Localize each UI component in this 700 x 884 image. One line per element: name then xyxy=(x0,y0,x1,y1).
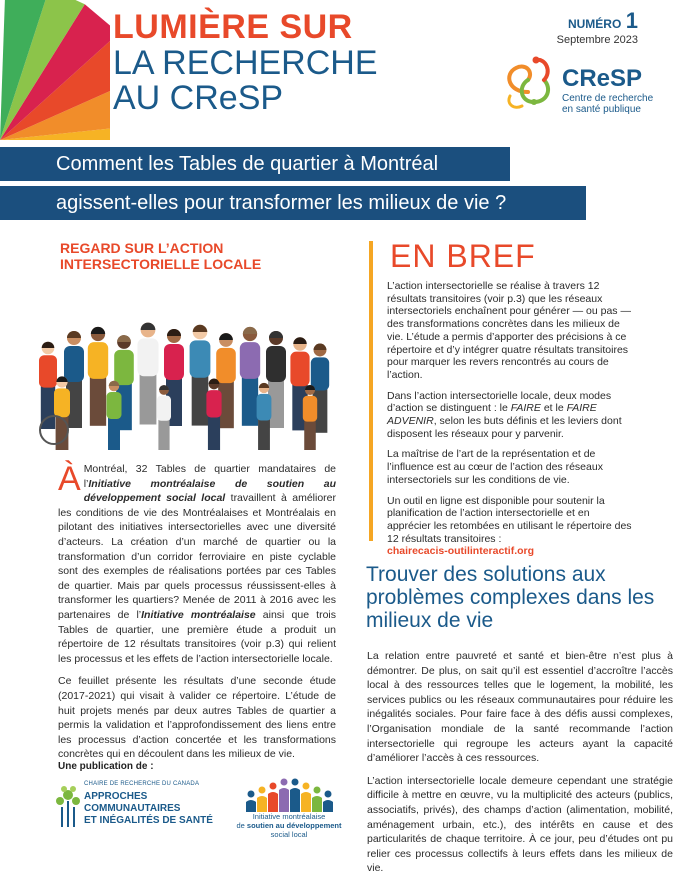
header-title-line1: LUMIÈRE SUR xyxy=(113,8,353,46)
left-p1-text-c: ainsi que trois Tables de quartier, une première étude a produit un répertoire de 12 résultats transitoires (voir p.3) qui relient les processus et les effets de l’action intersectorielle locale. xyxy=(58,608,336,665)
logo-figure-head xyxy=(303,783,310,790)
left-paragraph-1 xyxy=(58,462,336,666)
en-bref-p4-text: Un outil en ligne est disponible pour soutenir la planification de l’action intersectorielle et en apprécier les retombées en utilisant le répertoire des 12 résultats transitoires : xyxy=(387,494,632,545)
en-bref-paragraph-3: La maîtrise de l’art de la représentation et de l’influence est au cœur de l’action des réseaux intersectoriels sur les conditions de vie. xyxy=(387,448,603,486)
dropcap: À xyxy=(58,460,81,498)
person-figure xyxy=(88,327,108,426)
partner1-line2: ET INÉGALITÉS DE SANTÉ xyxy=(84,815,213,826)
logo-figure-body xyxy=(301,792,311,812)
left-section-heading xyxy=(60,240,261,272)
issue-info xyxy=(557,8,638,46)
header-rays-graphic xyxy=(0,0,110,140)
issue-label: NUMÉRO xyxy=(567,17,622,31)
en-bref-paragraph-1: L’action intersectorielle se réalise à travers 12 résultats transitoires (voir p.3) que les réseaux intersectoriels enchaînent pour générer — ou pas — des transformations concrètes dans les milieux de vie. L’étude a permis d’apporter des précisions à ce répertoire et d’y intégrer quatre résultats transitoires pour marquer les revers rencontrés au cours de l’action. xyxy=(387,280,631,381)
right-paragraph-1: La relation entre pauvreté et santé et bien-être n’est plus à démontrer. De plus, on sait qu’il est essentiel d’accroître l’accès local à des ressources telles que le logement, la mobilité, les services publics ou les réseaux communautaires pour réduire les inégalités sociales. Pour faire face à des défis aussi complexes, l’Organisation mondiale de la santé recommande l’action intersectorielle qui regroupe les acteurs ayant la capacité d’améliorer l’accès à ces ressources. xyxy=(367,650,673,765)
left-paragraph-2: Ce feuillet présente les résultats d’une seconde étude (2017-2021) qui visait à valider ce répertoire. L’étude de huit projets menés par deux autres Tables de quartier a permis la validation et l’approfondissement des liens entre les processus d’action concertée et les transformations concrètes qui en découlent dans les milieux de vie. xyxy=(58,675,336,761)
main-title-band-line2: agissent-elles pour transformer les milieux de vie ? xyxy=(0,186,586,220)
cresp-subtitle-line2: en santé publique xyxy=(562,104,641,115)
left-p1-emphasis-1: Initiative montréalaise de soutien au développement social local xyxy=(83,477,336,505)
en-bref-p2-a: Dans l’action intersectorielle locale, deux modes d’action se distinguent : le xyxy=(387,389,612,415)
en-bref-body xyxy=(387,280,632,566)
partner2-line2-bold: soutien au développement xyxy=(246,821,342,830)
right-paragraph-2: L’action intersectorielle locale demeure cependant une stratégie difficile à mettre en œuvre, vu la multiplicité des acteurs (publics, associatifs, privés), des champs d’action (alimentation, mobilité, aménagement urbain, etc.), des intérêts en cause et des particularités de chaque territoire. À ce jour, peu d’études ont pu relier ces processus collectifs à leurs effets dans les milieux de vie. xyxy=(367,774,673,875)
logo-figure-head xyxy=(259,787,266,794)
en-bref-paragraph-2 xyxy=(387,390,632,441)
left-heading-line2: INTERSECTORIELLE LOCALE xyxy=(60,256,262,272)
logo-figure-head xyxy=(325,791,332,798)
logo-figure-body xyxy=(279,788,289,812)
issue-date: Septembre 2023 xyxy=(556,34,638,46)
logo-figure-body xyxy=(257,796,267,812)
cresp-subtitle xyxy=(562,93,672,115)
logo-figure-head xyxy=(270,783,277,790)
cresp-logo-icon xyxy=(498,52,562,118)
person-figure xyxy=(138,323,159,425)
right-section-heading: Trouver des solutions aux problèmes complexes dans les milieux de vie xyxy=(366,563,655,632)
outil-interactif-link[interactable]: chairecacis-outilinteractif.org xyxy=(387,545,535,558)
logo-figure-body xyxy=(268,792,278,812)
en-bref-faire: FAIRE xyxy=(510,402,541,415)
logo-figure-body xyxy=(323,800,333,812)
logo-figure-head xyxy=(281,779,288,786)
logo-figure-head xyxy=(292,779,299,786)
left-heading-line1: REGARD SUR L’ACTION xyxy=(60,240,224,256)
logo-figure-body xyxy=(246,800,256,812)
left-p1-text-b: travaillent à améliorer les conditions de vie des Montréalaises et Montréalais en pilotant des initiatives intersectorielles avec une diversité d’acteurs. La création d’un marché de quartier ou la transformation d’un corridor ferroviaire en piste cyclable sont des exemples de réalisations portées par ces Tables de quartier. Mais par quels processus réussissent-elles à transformer les quartiers? Menée de 2011 à 2016 avec les partenaires de l’ xyxy=(58,492,337,621)
issue-number: 1 xyxy=(625,8,638,33)
en-bref-p2-c: , selon les buts définis et les leviers dont disposent les réseaux pour y parvenir. xyxy=(387,415,622,440)
left-p1-emphasis-2: Initiative montréalaise xyxy=(141,608,256,621)
logo-figure-body xyxy=(290,788,300,812)
partner2-line2 xyxy=(227,821,351,830)
partner2-name xyxy=(227,812,351,839)
en-bref-p2-b: et le xyxy=(540,402,567,415)
en-bref-title: EN BREF xyxy=(390,238,536,274)
main-title-band-line1: Comment les Tables de quartier à Montréal xyxy=(0,147,510,181)
left-body-text xyxy=(58,462,336,770)
diverse-people-illustration xyxy=(28,290,334,450)
en-bref-paragraph-4 xyxy=(387,495,632,559)
cresp-subtitle-line1: Centre de recherche xyxy=(562,93,654,104)
partner2-line3: social local xyxy=(270,830,308,839)
logo-figure-head xyxy=(248,791,255,798)
chaire-logo-icon xyxy=(54,783,82,827)
logo-figure-head xyxy=(314,787,321,794)
en-bref-faire-advenir: FAIRE ADVENIR xyxy=(387,402,597,428)
partner1-small-text: CHAIRE DE RECHERCHE DU CANADA xyxy=(84,781,200,787)
logo-figure-body xyxy=(312,796,322,812)
partner1-line1: APPROCHES COMMUNAUTAIRES xyxy=(84,791,181,814)
initiative-logo-icon xyxy=(243,770,335,812)
left-p1-text-a: Montréal, 32 Tables de quartier mandataires de l’ xyxy=(83,463,336,490)
partner2-line1: Initiative montréalaise xyxy=(252,812,326,821)
right-body-text xyxy=(367,649,673,884)
publication-label: Une publication de : xyxy=(58,761,154,772)
header-title-line2: LA RECHERCHE xyxy=(113,44,378,82)
partner1-name xyxy=(84,791,234,827)
cresp-name: CReSP xyxy=(562,65,643,92)
en-bref-accent-bar xyxy=(369,241,373,541)
partner2-line2-pre: de xyxy=(236,821,247,830)
header-title-line3: AU CReSP xyxy=(113,79,284,117)
